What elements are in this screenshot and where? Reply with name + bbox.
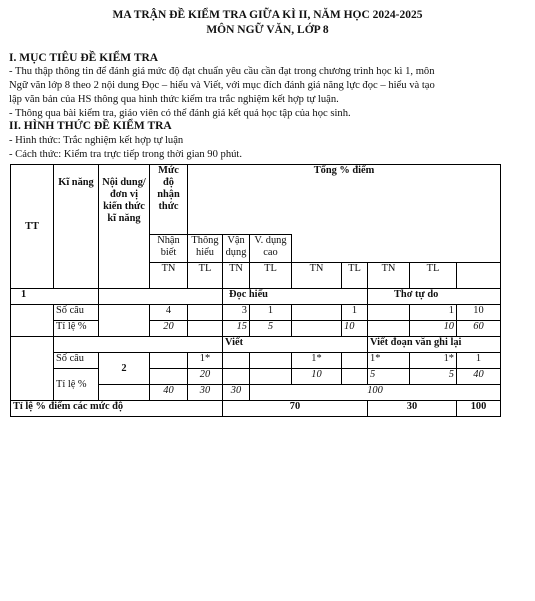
header-tn: TN <box>368 263 410 289</box>
cell-value: 10 <box>342 321 368 337</box>
header-tl: TL <box>410 263 457 289</box>
tho-tu-do-label: Thơ tự do <box>368 289 501 305</box>
so-cau-label: Số câu <box>54 353 99 369</box>
header-tn: TN <box>292 263 342 289</box>
cell-value: 1* <box>410 353 457 369</box>
section1-line: - Thu thập thông tin để đánh giá mức độ đạt chuẩn yêu cầu cần đạt trong chương trình học kì 1, môn <box>9 66 435 77</box>
header-tn: TN <box>150 263 188 289</box>
row2-tt: 2 <box>99 353 150 385</box>
cell-value: 40 <box>457 369 501 385</box>
section2-form: - Hình thức: Trắc nghiệm kết hợp tự luận <box>9 135 184 146</box>
doc-subtitle: MÔN NGỮ VĂN, LỚP 8 <box>206 24 329 36</box>
total-30: 30 <box>368 401 457 417</box>
matrix-table <box>10 164 501 417</box>
cell-value: 5 <box>250 321 292 337</box>
total-100: 100 <box>457 401 501 417</box>
cell-value: 10 <box>292 369 342 385</box>
header-tong: Tổng % điểm <box>188 165 501 235</box>
cell-value: 30 <box>188 385 223 401</box>
cell-value: 20 <box>150 321 188 337</box>
viet-label: Viết <box>223 337 368 353</box>
header-noi-dung: Nội dung/đơn vị kiến thức kĩ năng <box>99 165 150 289</box>
doc-title: MA TRẬN ĐỀ KIỂM TRA GIỮA KÌ II, NĂM HỌC 2024-2025 <box>112 9 423 21</box>
cell-value: 4 <box>150 305 188 321</box>
cell-value: 3 <box>223 305 250 321</box>
so-cau-label: Số câu <box>54 305 99 321</box>
header-van-dung-cao: V. dụng cao <box>250 235 292 263</box>
total-label: Tỉ lệ % điểm các mức độ <box>11 401 223 417</box>
cell-value: 10 <box>410 321 457 337</box>
cell-value: 1 <box>342 305 368 321</box>
viet-doan-label: Viết đoạn văn ghi lại <box>368 337 501 353</box>
section1-line: - Thông qua bài kiểm tra, giáo viên có thể đánh giá kết quả học tập của học sinh. <box>9 108 351 119</box>
header-tt: TT <box>11 165 54 289</box>
section1-line: Ngữ văn lớp 8 theo 2 nội dung Đọc – hiểu và Viết, với mục đích đánh giá năng lực đọc – hiểu và tạo <box>9 80 435 91</box>
section2-heading: II. HÌNH THỨC ĐỀ KIỂM TRA <box>9 120 172 132</box>
header-tl: TL <box>342 263 368 289</box>
ti-le-label: Tỉ lệ % <box>54 321 99 337</box>
doc-hieu-label: Đọc hiểu <box>223 289 368 305</box>
cell-value: 10 <box>457 305 501 321</box>
header-van-dung: Vận dụng <box>223 235 250 263</box>
cell-value: 5 <box>410 369 457 385</box>
cell-value: 1 <box>410 305 457 321</box>
row1-tt: 1 <box>11 289 99 305</box>
header-muc-do: Mức độ nhận thức <box>150 165 188 235</box>
header-tn: TN <box>223 263 250 289</box>
cell-value: 15 <box>223 321 250 337</box>
header-ki-nang: Kĩ năng <box>54 165 99 289</box>
section1-line: lập văn bản của HS thông qua hình thức kiểm tra trắc nghiệm kết hợp tự luận. <box>9 94 339 105</box>
cell-value: 1 <box>457 353 501 369</box>
cell-value: 30 <box>223 385 250 401</box>
header-tl: TL <box>188 263 223 289</box>
header-nhan-biet: Nhận biết <box>150 235 188 263</box>
cell-value: 100 <box>250 385 501 401</box>
header-thong-hieu: Thông hiểu <box>188 235 223 263</box>
cell-value: 60 <box>457 321 501 337</box>
cell-value: 1* <box>368 353 410 369</box>
section1-heading: I. MỤC TIÊU ĐỀ KIỂM TRA <box>9 52 159 64</box>
ti-le-label: Tỉ lệ % <box>54 369 99 401</box>
total-70: 70 <box>223 401 368 417</box>
cell-value: 1 <box>250 305 292 321</box>
cell-value: 40 <box>150 385 188 401</box>
cell-value: 1* <box>188 353 223 369</box>
section2-method: - Cách thức: Kiểm tra trực tiếp trong thời gian 90 phút. <box>9 149 243 160</box>
cell-value: 1* <box>292 353 342 369</box>
header-tl: TL <box>250 263 292 289</box>
cell-value: 5 <box>368 369 410 385</box>
cell-value: 20 <box>188 369 223 385</box>
